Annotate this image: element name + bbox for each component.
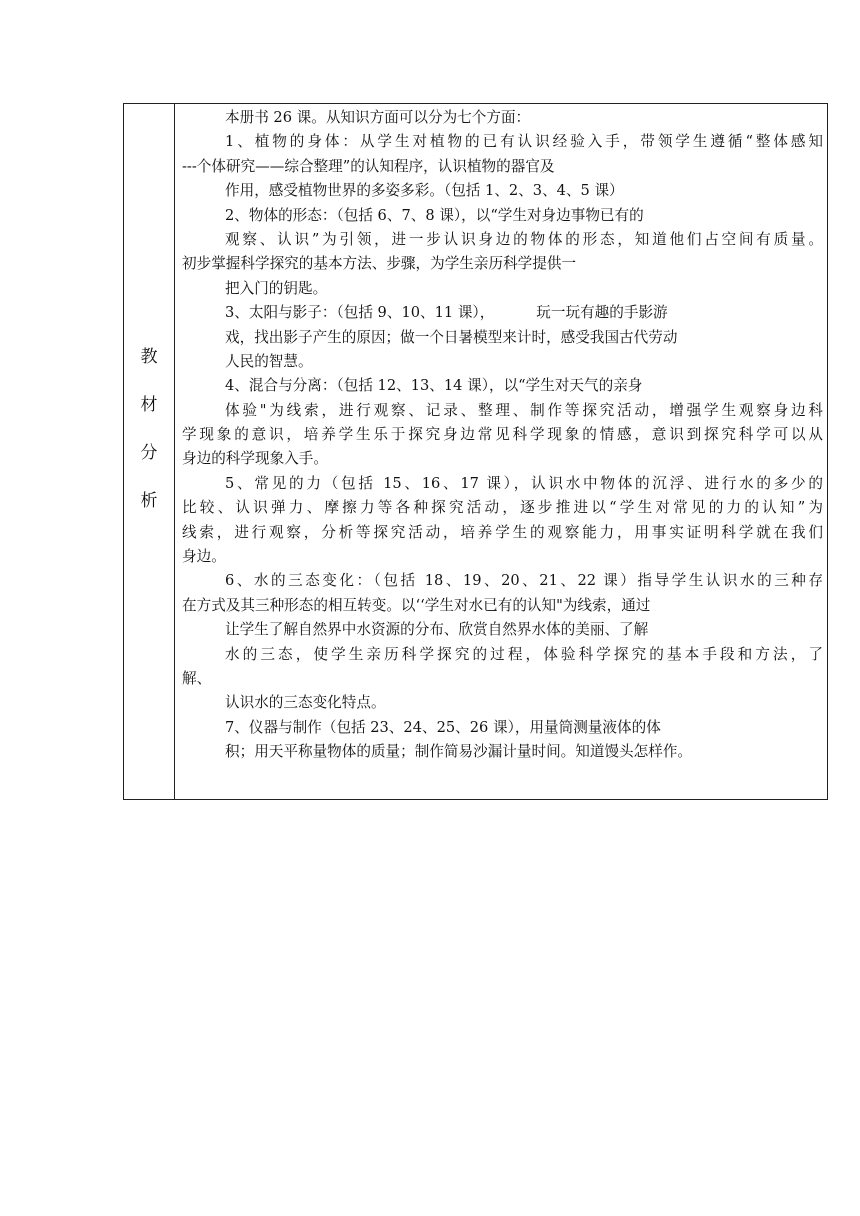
text-line: 身边。: [182, 548, 226, 566]
text-line: 积；用天平称量物体的质量；制作简易沙漏计量时间。知道馒头怎样作。: [225, 743, 693, 761]
text-line: [182, 301, 823, 325]
content-cell: [175, 104, 827, 799]
label-char: 材: [140, 395, 158, 415]
text-line: 比较、认识弹力、摩擦力等各种探究活动，逐步推进以“学生对常见的力的认知”为: [182, 499, 823, 517]
text-line: 人民的智慧。: [225, 352, 313, 370]
label-text: [124, 345, 174, 537]
text-line: 身边的科学现象入手。: [182, 450, 328, 468]
text-line: 6、水的三态变化：（包括 18、19、20、21、22 课）指导学生认识水的三种存: [225, 572, 823, 590]
text-line: 初步掌握科学探究的基本方法、步骤，为学生亲历科学提供一: [182, 255, 577, 273]
text-line: 观察、认识”为引领，进一步认识身边的物体的形态，知道他们占空间有质量。: [225, 230, 823, 248]
label-char: 析: [140, 491, 158, 511]
text-line: 线索，进行观察，分析等探究活动，培养学生的观察能力，用事实证明科学就在我们: [182, 523, 823, 541]
analysis-table: [123, 103, 828, 800]
text-line: 认识水的三态变化特点。: [225, 694, 386, 712]
label-char: 教: [140, 347, 158, 367]
text-line: 本册书 26 课。从知识方面可以分为七个方面：: [225, 109, 531, 126]
label-char: 分: [140, 443, 158, 463]
text-line: 在方式及其三种形态的相互转变。以‘‘学生对水已有的认知"为线索，通过: [182, 596, 651, 614]
text-line: 4、混合与分离：（包括 12、13、14 课），以“学生对天气的亲身: [225, 377, 643, 395]
text-segment: 3、太阳与影子：（包括 9、10、11 课），: [225, 304, 495, 322]
text-line: 5、常见的力（包括 15、16、17 课），认识水中物体的沉浮、进行水的多少的: [225, 474, 823, 492]
text-line: 2、物体的形态：（包括 6、7、8 课），以“学生对身边事物已有的: [225, 206, 644, 224]
text-line: 把入门的钥匙。: [225, 279, 328, 297]
text-line: 1、植物的身体：从学生对植物的已有认识经验入手，带领学生遵循“整体感知: [225, 133, 823, 151]
text-line: 让学生了解自然界中水资源的分布、欣赏自然界水体的美丽、了解: [225, 621, 649, 639]
text-line: 水的三态，使学生亲历科学探究的过程，体验科学探究的基本手段和方法，了: [225, 645, 823, 663]
text-line: 7、仪器与制作（包括 23、24、25、26 课），用量筒测量液体的体: [225, 718, 661, 736]
text-segment: 玩一玩有趣的手影游: [536, 304, 668, 322]
text-line: 作用，感受植物世界的多姿多彩。（包括 1、2、3、4、5 课）: [225, 182, 624, 200]
text-line: ---个体研究——综合整理”的认知程序，认识植物的器官及: [182, 157, 555, 175]
text-line: 体验"为线索，进行观察、记录、整理、制作等探究活动，增强学生观察身边科: [225, 401, 823, 419]
text-line: 学现象的意识，培养学生乐于探究身边常见科学现象的情感，意识到探究科学可以从: [182, 426, 823, 444]
label-cell: [124, 104, 175, 799]
text-line: 解、: [182, 669, 212, 687]
text-line: 戏，找出影子产生的原因；做一个日暑模型来计时，感受我国古代劳动: [225, 328, 678, 346]
